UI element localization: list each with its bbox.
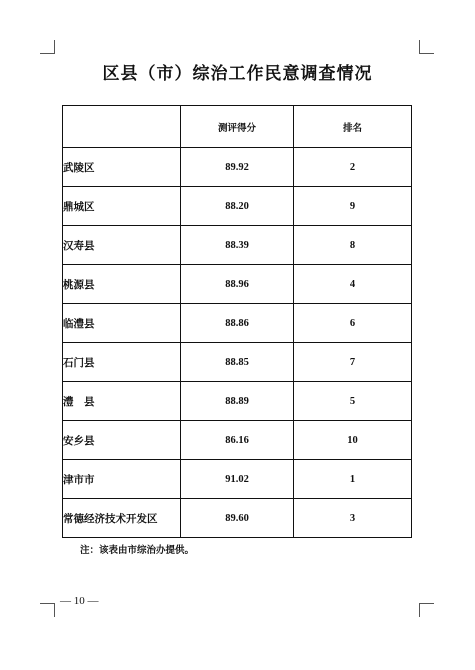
score-value: 89.92 bbox=[181, 148, 294, 187]
table-row bbox=[63, 265, 412, 304]
table-row bbox=[63, 382, 412, 421]
score-value: 88.89 bbox=[181, 382, 294, 421]
rank-value: 6 bbox=[294, 304, 412, 343]
header-score: 测评得分 bbox=[181, 106, 294, 148]
rank-value: 4 bbox=[294, 265, 412, 304]
rank-value: 2 bbox=[294, 148, 412, 187]
score-value: 88.85 bbox=[181, 343, 294, 382]
rank-value: 7 bbox=[294, 343, 412, 382]
header-rank: 排名 bbox=[294, 106, 412, 148]
score-value: 89.60 bbox=[181, 499, 294, 538]
score-value: 91.02 bbox=[181, 460, 294, 499]
rank-value: 9 bbox=[294, 187, 412, 226]
rank-value: 10 bbox=[294, 421, 412, 460]
score-value: 88.39 bbox=[181, 226, 294, 265]
table-row bbox=[63, 421, 412, 460]
header-region bbox=[63, 106, 181, 148]
crop-mark-bottom-right bbox=[420, 603, 434, 604]
region-name: 鼎城区 bbox=[63, 187, 181, 226]
region-name: 常德经济技术开发区 bbox=[63, 499, 181, 538]
table-row bbox=[63, 226, 412, 265]
table-row bbox=[63, 460, 412, 499]
page-title: 区县（市）综治工作民意调查情况 bbox=[102, 64, 373, 84]
survey-table bbox=[62, 105, 412, 538]
score-value: 88.96 bbox=[181, 265, 294, 304]
table-row bbox=[63, 499, 412, 538]
crop-mark-top-left bbox=[40, 53, 54, 54]
rank-value: 3 bbox=[294, 499, 412, 538]
crop-mark-top-right bbox=[420, 53, 434, 54]
region-name: 石门县 bbox=[63, 343, 181, 382]
rank-value: 8 bbox=[294, 226, 412, 265]
region-name: 安乡县 bbox=[63, 421, 181, 460]
rank-value: 5 bbox=[294, 382, 412, 421]
score-value: 88.20 bbox=[181, 187, 294, 226]
crop-mark-bottom-left bbox=[54, 603, 55, 617]
crop-mark-bottom-right bbox=[419, 603, 420, 617]
table-row bbox=[63, 187, 412, 226]
rank-value: 1 bbox=[294, 460, 412, 499]
region-name: 津市市 bbox=[63, 460, 181, 499]
table-note: 注：该表由市综治办提供。 bbox=[80, 545, 195, 556]
score-value: 86.16 bbox=[181, 421, 294, 460]
table-row bbox=[63, 343, 412, 382]
table-header-row bbox=[63, 106, 412, 148]
region-name: 澧 县 bbox=[63, 382, 181, 421]
table-row bbox=[63, 148, 412, 187]
crop-mark-top-left bbox=[54, 40, 55, 54]
region-name: 武陵区 bbox=[63, 148, 181, 187]
page-number: — 10 — bbox=[60, 595, 99, 607]
crop-mark-top-right bbox=[419, 40, 420, 54]
crop-mark-bottom-left bbox=[40, 603, 54, 604]
table-row bbox=[63, 304, 412, 343]
region-name: 临澧县 bbox=[63, 304, 181, 343]
score-value: 88.86 bbox=[181, 304, 294, 343]
region-name: 汉寿县 bbox=[63, 226, 181, 265]
region-name: 桃源县 bbox=[63, 265, 181, 304]
